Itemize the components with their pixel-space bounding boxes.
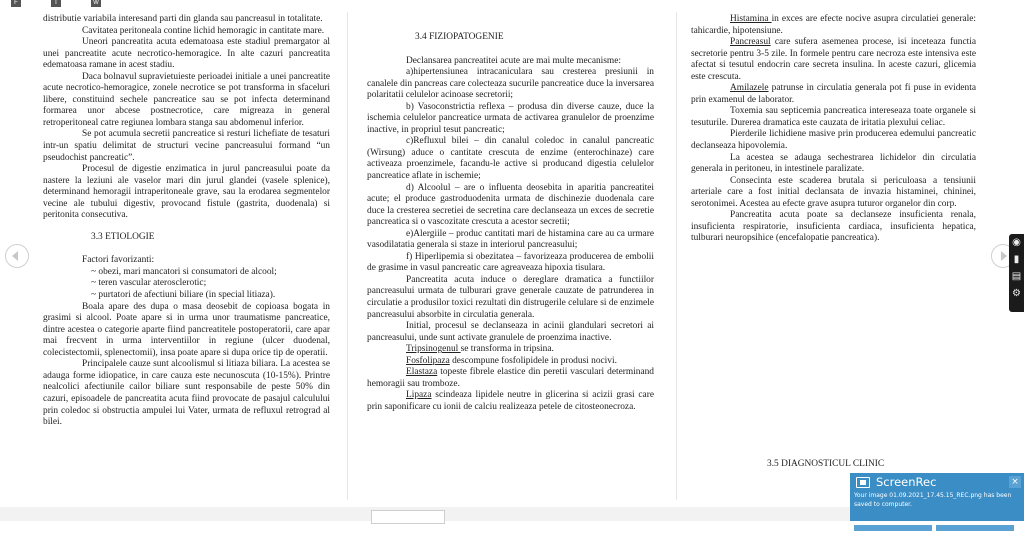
factors-title: Factori favorizanti: xyxy=(82,255,155,266)
page-number-input[interactable] xyxy=(371,510,445,524)
list-item: d) Alcoolul – are o influenta deosebita in aparitia pancreatitei acute; el produce gastroduodenita urmata de dischinezie duodenala care duce la cresterea secretiei de secretina care declanseaza un exces de secretie pancreatica si o vascozitate crescuta a acestor secretii; xyxy=(367,182,654,228)
toast-action-button[interactable] xyxy=(854,525,932,531)
underlined-term: Amilazele xyxy=(730,83,769,94)
paragraph: Cavitatea peritoneala contine lichid hemoragic in cantitate mare. xyxy=(82,25,325,36)
list-item: c)Refluxul bilei – din canalul coledoc in canalul pancreatic (Wirsung) aduce o cantitate crescuta de enzime (enterochinaze) care activeaza proenzimele, facandu-le active si producand digestia celulelor pancreatice aflate in ischemie; xyxy=(367,136,654,182)
list-item: a)hipertensiunea intracaniculara sau cresterea presiunii in canalele din pancreas care colecteaza sucurile pancreatice duce la inversarea polaritatii celulelor acinoase secretorii; xyxy=(367,67,654,101)
paragraph-text: patrunse in circulatia generala pot fi puse in evidenta prin examenul de laborator. xyxy=(691,83,976,105)
chevron-right-icon xyxy=(1001,251,1007,261)
document-page-right xyxy=(691,14,976,511)
enzyme-text: se transforma in tripsina. xyxy=(460,344,554,355)
enzyme-item xyxy=(367,356,654,368)
enzyme-name: Fosfolipaza xyxy=(406,355,450,366)
enzyme-text: topeste fibrele elastice din peretii vasculari determinand hemoragii sau tromboze. xyxy=(367,367,654,389)
list-item: f) Hiperlipemia si obezitatea – favorizeaza producerea de embolii de grasime in vasul pancreatic care agreaveaza hipoxia tisulara. xyxy=(367,251,654,274)
underlined-term: Pancreasul xyxy=(730,37,771,48)
paragraph-text: in exces are efecte nocive asupra circulatiei generale: tahicardie, hipotensiune. xyxy=(691,14,976,36)
paragraph: Uneori pancreatita acuta edematoasa este stadiul premargator al unei pancreatite acute necrotico-hemoragice. In alte cazuri pancreatita edematoasa ramane in acest stadiu. xyxy=(43,37,330,71)
paragraph: Pierderile lichidiene masive prin producerea edemului pancreatic declanseaza hipovolemia. xyxy=(691,129,976,152)
underlined-term: Histamina xyxy=(730,14,772,24)
enzyme-item xyxy=(367,344,654,356)
share-facebook-button[interactable]: F xyxy=(11,0,21,7)
paragraph: Boala apare des dupa o masa deosebit de copioasa bogata in grasimi si alcool. Poate apare si in urma unor traumatisme pancreatice, dintre acestea o categorie aparte fiind pancreatitele postoperatorii, care apar mai frecvent in urma interventiilor in regiune (ulcer duodenal, colecistectomii, splenectomii), insa poate apare si dupa orice tip de operatii. xyxy=(43,301,330,358)
enzyme-item xyxy=(367,367,654,390)
document-page-left xyxy=(43,14,330,511)
chevron-left-icon xyxy=(12,251,18,261)
paragraph-text: care sufera asemenea procese, isi inceteaza functia secretorie pentru 3-5 zile. In formele pentru care necroza este intensiva este afectat si tesutul endocrin care secreta insulina. In aceste cazuri, glicemia este crescuta. xyxy=(691,37,976,82)
paragraph: Toxemia sau septicemia pancreatica intereseaza toate organele si tesuturile. Durerea dramatica este cauzata de iritatia plexului celiac. xyxy=(691,106,976,128)
screenrec-toolbar xyxy=(1009,234,1024,312)
close-icon[interactable]: × xyxy=(1009,476,1021,488)
paragraph: Consecinta este scaderea brutala si periculoasa a tensiunii arteriale care a fost initial declansata de invazia histaminei, chininei, serotonimei. Acestea au efecte grave asupra tuturor organelor din corp. xyxy=(691,175,976,209)
paragraph: Pancreatita acuta poate sa declanseze insuficienta renala, insuficienta respiratorie, insuficienta cardiaca, insuficienta hepatica, tulburari neuropsihice (encefalopatie pancreatica). xyxy=(691,210,976,244)
settings-icon[interactable]: ⚙ xyxy=(1012,288,1021,299)
section-heading: 3.5 DIAGNOSTICUL CLINIC xyxy=(767,459,885,469)
enzyme-item xyxy=(367,390,654,413)
page-divider xyxy=(347,12,348,500)
paragraph xyxy=(691,83,976,106)
list-item: ~ purtatori de afectiuni biliare (in special litiaza). xyxy=(91,290,276,301)
paragraph: Declansarea pancreatitei acute are mai multe mecanisme: xyxy=(406,55,621,66)
enzyme-text: scindeaza lipidele neutre in glicerina si acizii grasi care prin saponificare cu ionii de calciu realizeaza petele de citosteonecroza. xyxy=(367,390,654,412)
section-heading: 3.3 ETIOLOGIE xyxy=(91,231,155,242)
toast-title: ScreenRec xyxy=(876,475,937,489)
paragraph: Pancreatita acuta induce o dereglare dramatica a functiilor pancreasului urmata de tulburari grave generale cauzate de patrunderea in circulatie a produsilor toxici rezultati din distrugerile celulare si de enzimele pancreasului absorbite in circulatia generala. xyxy=(367,274,654,320)
toast-message: Your image 01.09.2021_17.45.15_REC.png has been saved to computer. xyxy=(854,492,1012,508)
enzyme-text: descompune fosfolipidele in produsi nocivi. xyxy=(449,355,617,366)
paragraph: Principalele cauze sunt alcoolismul si litiaza biliara. La acestea se adauga forme idiopatice, in care cauza este necunoscuta (10-15%). Printre nealcolici afectiunile cailor biliare sunt responsabile de peste 50% din cazuri, episoadele de pancreatita acuta fiind provocate de pasajul calculului prin coledoc si obstructia ampulei lui Vater, urmata de refluxul retrograd al bilei. xyxy=(43,359,330,428)
paragraph: Initial, procesul se declanseaza in acinii glandulari secretori ai pancreasului, unde sunt activate granulele de proenzima inactive. xyxy=(367,321,654,343)
paragraph xyxy=(691,14,976,37)
gallery-icon[interactable]: ▤ xyxy=(1011,271,1022,282)
paragraph: Daca bolnavul supravietuieste perioadei initiale a unei pancreatite acute necrotico-hemoragice, zonele necrotice se pot transforma in sfaceluri libere, constituind sechele pancreatice sau se pot infecta determinand formarea unor abcese postnecrotice, care migreaza in general retroperitoneal catre regiunea lombara stanga sau abdomenul inferior. xyxy=(43,71,330,128)
toast-action-button[interactable] xyxy=(936,525,1014,531)
share-whatsapp-button[interactable]: W xyxy=(91,0,101,7)
share-bar xyxy=(0,0,1024,8)
enzyme-name: Tripsinogenul xyxy=(406,344,461,355)
paragraph: distributie variabila interesand parti din glanda sau pancreasul in totalitate. xyxy=(43,14,323,24)
camera-icon[interactable]: ◉ xyxy=(1012,237,1021,248)
paragraph: Se pot acumula secretii pancreatice si resturi lichefiate de tesaturi intr-un spatiu delimitat de structuri vecine pancreasului formand “un pseudochist pancreatic”. xyxy=(43,129,330,163)
list-item: ~ obezi, mari mancatori si consumatori de alcool; xyxy=(91,266,277,277)
paragraph: Procesul de digestie enzimatica in jurul pancreasului poate da nastere la leziuni ale vaselor mari din jurul glandei (vasele splenice), determinand hemoragii intraperitoneale grave, sau la erodarea segmentelor vecine ale tubului digestiv, provocand fistule (gastrita, duodenala) si peritonita consecutiva. xyxy=(43,164,330,221)
screenrec-notification xyxy=(850,473,1024,521)
list-item: e)Alergiile – produc cantitati mari de histamina care au ca urmare vasodilatatia generala si staze in interiorul pancreasului; xyxy=(367,228,654,251)
video-icon[interactable]: ▮ xyxy=(1013,254,1020,265)
monitor-icon xyxy=(856,477,870,488)
list-item: b) Vasoconstrictia reflexa – produsa din diverse cauze, duce la ischemia celulelor pancreatice urmata de activarea granulelor de proenzime inactive, in propriul tesut pancreatic; xyxy=(367,101,654,135)
paragraph: La acestea se adauga sechestrarea lichidelor din circulatia generala in peritoneu, in intestinele paralizate. xyxy=(691,152,976,175)
enzyme-name: Elastaza xyxy=(406,367,438,378)
paragraph xyxy=(691,37,976,83)
list-item: ~ teren vascular aterosclerotic; xyxy=(91,278,207,289)
section-heading: 3.4 FIZIOPATOGENIE xyxy=(415,32,504,42)
page-divider xyxy=(676,12,677,500)
share-twitter-button[interactable]: T xyxy=(51,0,61,7)
previous-page-button[interactable] xyxy=(5,244,29,268)
toast-actions xyxy=(854,516,1020,522)
enzyme-name: Lipaza xyxy=(406,390,432,401)
document-page-middle xyxy=(367,14,654,511)
